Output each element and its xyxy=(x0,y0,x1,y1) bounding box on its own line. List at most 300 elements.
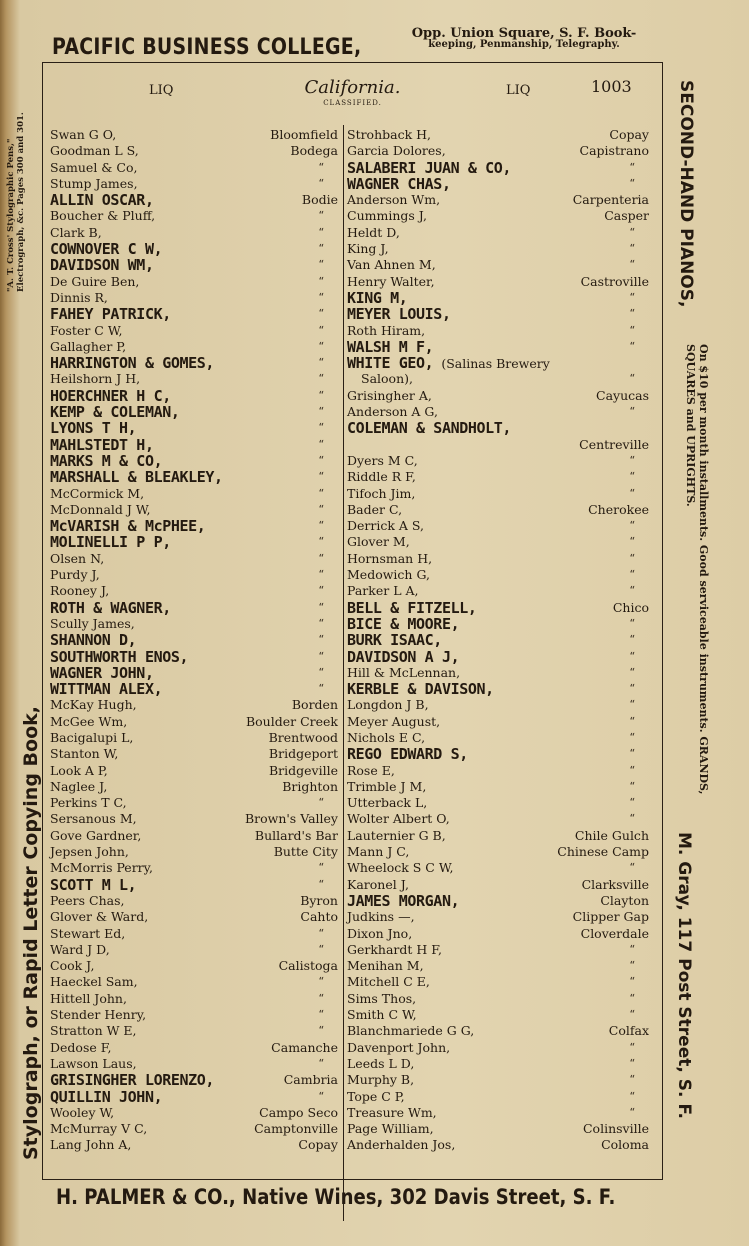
entry-name: Hittell John, xyxy=(50,990,127,1006)
entry-place: “ xyxy=(318,372,324,386)
entry-name: HARRINGTON & GOMES, xyxy=(50,354,214,373)
entry-place: Copay xyxy=(609,127,649,142)
entry-place: “ xyxy=(629,242,635,256)
directory-entry xyxy=(347,697,649,713)
entry-name: Lawson Laus, xyxy=(50,1055,137,1071)
entry-place: Bodie xyxy=(301,192,338,208)
entry-place: “ xyxy=(318,942,324,956)
entry-place: “ xyxy=(318,568,324,582)
entry-place: “ xyxy=(629,470,635,484)
entry-place: “ xyxy=(318,502,324,516)
directory-entry xyxy=(347,127,649,143)
directory-entry xyxy=(347,649,649,665)
entry-place: “ xyxy=(629,796,635,810)
directory-entry xyxy=(50,486,338,502)
entry-name: Cummings J, xyxy=(347,208,428,224)
entry-name: Naglee J, xyxy=(50,778,108,794)
entry-name: Bader C, xyxy=(347,501,403,517)
entry-place: “ xyxy=(318,665,324,679)
entry-place: “ xyxy=(629,665,635,679)
entry-place: Bodega xyxy=(290,143,338,159)
entry-name: Look A P, xyxy=(50,762,108,778)
entry-name: Sims Thos, xyxy=(347,990,417,1006)
directory-entry xyxy=(50,518,338,534)
entry-place: “ xyxy=(318,633,324,647)
entry-place: “ xyxy=(318,535,324,549)
entry-place: “ xyxy=(318,796,324,810)
entry-place: “ xyxy=(629,991,635,1005)
directory-entry xyxy=(347,486,649,502)
entry-place: “ xyxy=(629,307,635,321)
entry-place: “ xyxy=(629,812,635,826)
entry-place: “ xyxy=(318,486,324,500)
directory-entry xyxy=(347,681,649,697)
directory-entry xyxy=(50,192,338,208)
entry-name: WAGNER CHAS, xyxy=(347,174,451,193)
entry-name: Tope C P, xyxy=(347,1088,405,1104)
directory-entry xyxy=(347,811,649,827)
entry-name: KING M, xyxy=(347,288,408,307)
entry-place: Casper xyxy=(604,208,649,224)
directory-entry xyxy=(50,290,338,306)
entry-place: Boulder Creek xyxy=(245,713,338,729)
directory-entry xyxy=(347,274,649,290)
entry-name: Davenport John, xyxy=(347,1039,451,1055)
directory-entry xyxy=(50,420,338,436)
entry-name: DAVIDSON A J, xyxy=(347,647,460,666)
directory-entry xyxy=(50,437,338,453)
directory-entry xyxy=(347,306,649,322)
entry-place: “ xyxy=(318,600,324,614)
page-header xyxy=(43,63,662,109)
entry-name: Glover M, xyxy=(347,534,410,550)
entry-place: “ xyxy=(629,1089,635,1103)
directory-entry xyxy=(50,860,338,876)
entry-place: “ xyxy=(318,339,324,353)
entry-name: GRISINGHER LORENZO, xyxy=(50,1071,214,1090)
directory-entry xyxy=(347,1007,649,1023)
directory-entry xyxy=(347,551,649,567)
entry-place: “ xyxy=(629,975,635,989)
entry-place: “ xyxy=(318,1008,324,1022)
entry-place: “ xyxy=(629,584,635,598)
entry-place: Carpenteria xyxy=(572,192,649,208)
entry-place: Cloverdale xyxy=(580,925,649,941)
entry-name: Treasure Wm, xyxy=(347,1104,437,1120)
entry-name: McKay Hugh, xyxy=(50,697,137,713)
entry-name: Rose E, xyxy=(347,762,395,778)
directory-entry xyxy=(50,176,338,192)
entry-name: Cook J, xyxy=(50,958,95,974)
directory-entry xyxy=(50,160,338,176)
directory-entry xyxy=(347,241,649,257)
directory-entry xyxy=(50,649,338,665)
directory-entry xyxy=(347,1072,649,1088)
entry-place: “ xyxy=(629,730,635,744)
directory-entry xyxy=(347,225,649,241)
directory-entry xyxy=(347,534,649,550)
directory-entry xyxy=(50,551,338,567)
entry-place: “ xyxy=(318,258,324,272)
directory-entry xyxy=(50,241,338,257)
entry-name: BELL & FITZELL, xyxy=(347,598,477,617)
entry-place: “ xyxy=(318,926,324,940)
entry-place: Clarksville xyxy=(581,876,649,892)
entry-name: McGee Wm, xyxy=(50,713,128,729)
directory-entry xyxy=(347,143,649,159)
entry-name: McDonnald J W, xyxy=(50,501,151,517)
entry-place: “ xyxy=(318,290,324,304)
entry-place: “ xyxy=(318,242,324,256)
entry-name: Gallagher P, xyxy=(50,338,127,354)
entry-name: KERBLE & DAVISON, xyxy=(347,680,494,699)
entry-name: WAGNER JOHN, xyxy=(50,663,154,682)
entry-name: De Guire Ben, xyxy=(50,273,140,289)
entry-place: Chico xyxy=(612,599,649,615)
entry-name: Leeds L D, xyxy=(347,1055,415,1071)
directory-entry xyxy=(347,257,649,273)
entry-name: Menihan M, xyxy=(347,958,424,974)
entry-name: BICE & MOORE, xyxy=(347,614,460,633)
entry-place: “ xyxy=(629,339,635,353)
entry-name: ROTH & WAGNER, xyxy=(50,598,171,617)
directory-entry xyxy=(347,404,649,420)
entry-name: Garcia Dolores, xyxy=(347,143,446,159)
right-margin-ad-body: On $10 per month installments. Good serviceable instruments. GRANDS, SQUARES and UPRIGHTS. xyxy=(684,344,710,795)
entry-name: Nichols E C, xyxy=(347,729,426,745)
entry-name: SCOTT M L, xyxy=(50,875,137,894)
entry-name: SOUTHWORTH ENOS, xyxy=(50,647,189,666)
directory-entry xyxy=(50,208,338,224)
directory-entry xyxy=(347,926,649,942)
directory-entry xyxy=(347,1023,649,1039)
directory-entry xyxy=(50,926,338,942)
entry-name: Karonel J, xyxy=(347,876,409,892)
entry-name: Goodman L S, xyxy=(50,143,139,159)
entry-place: Brown's Valley xyxy=(244,811,338,827)
directory-entry xyxy=(347,518,649,534)
entry-place: “ xyxy=(318,975,324,989)
entry-name: Murphy B, xyxy=(347,1072,415,1088)
entry-place: “ xyxy=(318,682,324,696)
entry-place: “ xyxy=(629,714,635,728)
directory-entry xyxy=(347,616,649,632)
directory-entry xyxy=(50,909,338,925)
entry-name: WALSH M F, xyxy=(347,337,434,356)
entry-place: “ xyxy=(629,861,635,875)
entry-name: Mitchell C E, xyxy=(347,974,430,990)
directory-entry xyxy=(347,1040,649,1056)
entry-place: “ xyxy=(629,682,635,696)
entry-note: (Salinas Brewery xyxy=(441,356,550,372)
entry-name: Dinnis R, xyxy=(50,289,108,305)
entry-place: “ xyxy=(318,877,324,891)
directory-entry xyxy=(50,632,338,648)
left-margin-advertisement xyxy=(0,0,40,1246)
entry-place: “ xyxy=(629,453,635,467)
entry-name: Purdy J, xyxy=(50,567,100,583)
entry-place: Bloomfield xyxy=(270,127,338,142)
directory-entry xyxy=(50,746,338,762)
directory-entry xyxy=(50,404,338,420)
directory-entry xyxy=(347,746,649,762)
directory-entry xyxy=(50,257,338,273)
entry-place: “ xyxy=(318,470,324,484)
entry-name: Stump James, xyxy=(50,175,138,191)
bottom-advertisement: H. PALMER & CO., Native Wines, 302 Davis Street, S. F. xyxy=(56,1185,616,1209)
directory-entry xyxy=(50,274,338,290)
entry-place: Camptonville xyxy=(254,1121,338,1137)
directory-entry xyxy=(347,632,649,648)
directory-entry xyxy=(347,942,649,958)
page-number: 1003 xyxy=(591,77,632,96)
entry-name: Smith C W, xyxy=(347,1007,417,1023)
entry-name: Dedose F, xyxy=(50,1039,112,1055)
directory-entry xyxy=(347,1121,649,1137)
directory-entry xyxy=(347,453,649,469)
entry-name: Rooney J, xyxy=(50,583,110,599)
header-state: California. xyxy=(304,77,401,98)
entry-name: Lauternier G B, xyxy=(347,827,446,843)
entry-place: “ xyxy=(629,649,635,663)
entry-name: SHANNON D, xyxy=(50,631,137,650)
directory-entry xyxy=(347,160,649,176)
entry-name: Dyers M C, xyxy=(347,452,418,468)
directory-entry xyxy=(50,942,338,958)
directory-entry xyxy=(50,502,338,518)
entry-name: QUILLIN JOHN, xyxy=(50,1087,163,1106)
directory-entry xyxy=(347,437,649,453)
entry-place: “ xyxy=(318,405,324,419)
directory-entry xyxy=(50,371,338,387)
entry-name: Henry Walter, xyxy=(347,273,435,289)
top-ad-line2: keeping, Penmanship, Telegraphy. xyxy=(428,39,620,50)
entry-name: Foster C W, xyxy=(50,322,123,338)
entry-name: Perkins T C, xyxy=(50,795,127,811)
entry-name: Parker L A, xyxy=(347,583,419,599)
right-column xyxy=(347,127,649,1154)
entry-name: COWNOVER C W, xyxy=(50,240,163,259)
entry-place: “ xyxy=(318,861,324,875)
entry-place: “ xyxy=(318,437,324,451)
directory-entry xyxy=(347,469,649,485)
entry-place: Byron xyxy=(300,892,338,908)
entry-place: “ xyxy=(318,519,324,533)
directory-entry xyxy=(347,583,649,599)
entry-place: Campo Seco xyxy=(259,1104,338,1120)
entry-place: Brentwood xyxy=(268,729,338,745)
directory-entry xyxy=(347,290,649,306)
directory-entry xyxy=(347,339,649,355)
entry-name: Van Ahnen M, xyxy=(347,257,436,273)
entry-place: “ xyxy=(318,584,324,598)
directory-entry xyxy=(50,681,338,697)
entry-name: Meyer August, xyxy=(347,713,441,729)
entry-place: “ xyxy=(318,616,324,630)
entry-name: ALLIN OSCAR, xyxy=(50,191,154,210)
entry-place: “ xyxy=(629,1040,635,1054)
directory-entry xyxy=(50,1023,338,1039)
directory-entry xyxy=(50,600,338,616)
directory-entry xyxy=(50,844,338,860)
entry-place: Clipper Gap xyxy=(572,909,649,925)
directory-entry xyxy=(50,763,338,779)
directory-entry xyxy=(347,730,649,746)
directory-entry xyxy=(50,1040,338,1056)
directory-entry xyxy=(50,1105,338,1121)
entry-place: “ xyxy=(629,779,635,793)
entry-name: Anderhalden Jos, xyxy=(347,1137,456,1153)
entry-name: WITTMAN ALEX, xyxy=(50,680,163,699)
entry-place: Chinese Camp xyxy=(557,844,649,860)
directory-entry xyxy=(347,860,649,876)
entry-name: Peers Chas, xyxy=(50,892,125,908)
directory-entry xyxy=(347,909,649,925)
entry-name: Ward J D, xyxy=(50,941,110,957)
entry-place: “ xyxy=(629,747,635,761)
directory-entry xyxy=(50,1072,338,1088)
directory-entry xyxy=(50,958,338,974)
entry-name: Saloon), xyxy=(361,371,413,387)
entry-place: “ xyxy=(629,519,635,533)
entry-name: MOLINELLI P P, xyxy=(50,533,171,552)
directory-entry xyxy=(50,1056,338,1072)
directory-entry xyxy=(347,420,649,436)
listing-box xyxy=(42,62,663,1180)
entry-place: Chile Gulch xyxy=(574,827,649,843)
directory-entry xyxy=(347,665,649,681)
entry-name: COLEMAN & SANDHOLT, xyxy=(347,419,511,438)
entry-name: Wolter Albert O, xyxy=(347,811,450,827)
entry-name: MAHLSTEDT H, xyxy=(50,435,154,454)
directory-entry xyxy=(347,371,649,387)
directory-entry xyxy=(347,1105,649,1121)
top-ad-details xyxy=(374,28,674,50)
entry-place: “ xyxy=(629,1105,635,1119)
directory-entry xyxy=(50,1007,338,1023)
entry-place: “ xyxy=(629,486,635,500)
directory-entry xyxy=(347,714,649,730)
entry-place: “ xyxy=(629,698,635,712)
entry-name: Hill & McLennan, xyxy=(347,664,461,680)
entry-place: Cambria xyxy=(283,1072,338,1088)
directory-entry xyxy=(50,567,338,583)
entry-place: “ xyxy=(629,323,635,337)
directory-entry xyxy=(347,502,649,518)
directory-entry xyxy=(50,583,338,599)
directory-entry xyxy=(50,225,338,241)
directory-entry xyxy=(347,991,649,1007)
entry-name: Medowich G, xyxy=(347,567,430,583)
entry-name: Bacigalupi L, xyxy=(50,729,134,745)
directory-entry xyxy=(347,795,649,811)
entry-place: “ xyxy=(629,763,635,777)
directory-entry xyxy=(347,388,649,404)
directory-entry xyxy=(50,1121,338,1137)
entry-place: “ xyxy=(629,535,635,549)
entry-name: Boucher & Pluff, xyxy=(50,208,156,224)
directory-entry xyxy=(50,306,338,322)
entry-name: Derrick A S, xyxy=(347,518,425,534)
directory-entry xyxy=(50,665,338,681)
entry-name: HOERCHNER H C, xyxy=(50,386,171,405)
entry-name: Riddle R F, xyxy=(347,469,416,485)
directory-entry xyxy=(347,176,649,192)
entry-name: Samuel & Co, xyxy=(50,159,138,175)
entry-name: Wooley W, xyxy=(50,1104,115,1120)
entry-name: Glover & Ward, xyxy=(50,909,149,925)
entry-name: Stratton W E, xyxy=(50,1023,137,1039)
directory-entry xyxy=(50,616,338,632)
directory-entry xyxy=(347,1056,649,1072)
entry-name: McMurray V C, xyxy=(50,1121,148,1137)
entry-place: “ xyxy=(318,176,324,190)
directory-entry xyxy=(50,697,338,713)
directory-entry xyxy=(50,991,338,1007)
entry-place: “ xyxy=(629,372,635,386)
entry-place: “ xyxy=(629,1008,635,1022)
entry-name: JAMES MORGAN, xyxy=(347,891,460,910)
entry-place: “ xyxy=(629,551,635,565)
directory-entry xyxy=(50,877,338,893)
entry-name: Sersanous M, xyxy=(50,811,137,827)
entry-name: Wheelock S C W, xyxy=(347,860,454,876)
entry-place: Camanche xyxy=(271,1039,338,1055)
entry-name: Anderson Wm, xyxy=(347,192,441,208)
entry-name: McVARISH & McPHEE, xyxy=(50,517,206,536)
entry-name: MARSHALL & BLEAKLEY, xyxy=(50,468,223,487)
directory-entry xyxy=(347,192,649,208)
directory-entry xyxy=(50,355,338,371)
entry-place: Bullard's Bar xyxy=(254,827,338,843)
directory-entry xyxy=(347,828,649,844)
entry-place: Brighton xyxy=(282,778,338,794)
entry-place: Borden xyxy=(291,697,338,713)
top-advertisement xyxy=(52,24,672,60)
entry-place: “ xyxy=(629,225,635,239)
entry-place: Cayucas xyxy=(596,387,649,403)
entry-name: Scully James, xyxy=(50,615,135,631)
directory-entry xyxy=(347,208,649,224)
entry-place: “ xyxy=(318,649,324,663)
entry-name: Gerkhardt H F, xyxy=(347,941,442,957)
entry-name: Heldt D, xyxy=(347,224,400,240)
entry-place: Bridgeport xyxy=(268,746,338,762)
entry-name: Clark B, xyxy=(50,224,102,240)
entry-name: Utterback L, xyxy=(347,795,428,811)
left-column xyxy=(50,127,338,1154)
entry-place: Butte City xyxy=(273,844,338,860)
entry-place: “ xyxy=(318,388,324,402)
directory-entry xyxy=(50,1089,338,1105)
directory-entry xyxy=(50,323,338,339)
entry-name: BURK ISAAC, xyxy=(347,631,442,650)
entry-name: LYONS T H, xyxy=(50,419,137,438)
entry-name: DAVIDSON WM, xyxy=(50,256,154,275)
directory-entry xyxy=(347,779,649,795)
entry-name: MEYER LOUIS, xyxy=(347,305,451,324)
column-divider xyxy=(343,125,344,1221)
entry-name: Blanchmariede G G, xyxy=(347,1023,475,1039)
entry-name: Mann J C, xyxy=(347,844,410,860)
entry-name: FAHEY PATRICK, xyxy=(50,305,171,324)
top-ad-line1: Opp. Union Square, S. F. Book- xyxy=(411,26,637,41)
entry-place: “ xyxy=(318,209,324,223)
directory-entry xyxy=(50,811,338,827)
entry-name: Trimble J M, xyxy=(347,778,427,794)
entry-name: Grisingher A, xyxy=(347,387,432,403)
directory-entry xyxy=(347,567,649,583)
